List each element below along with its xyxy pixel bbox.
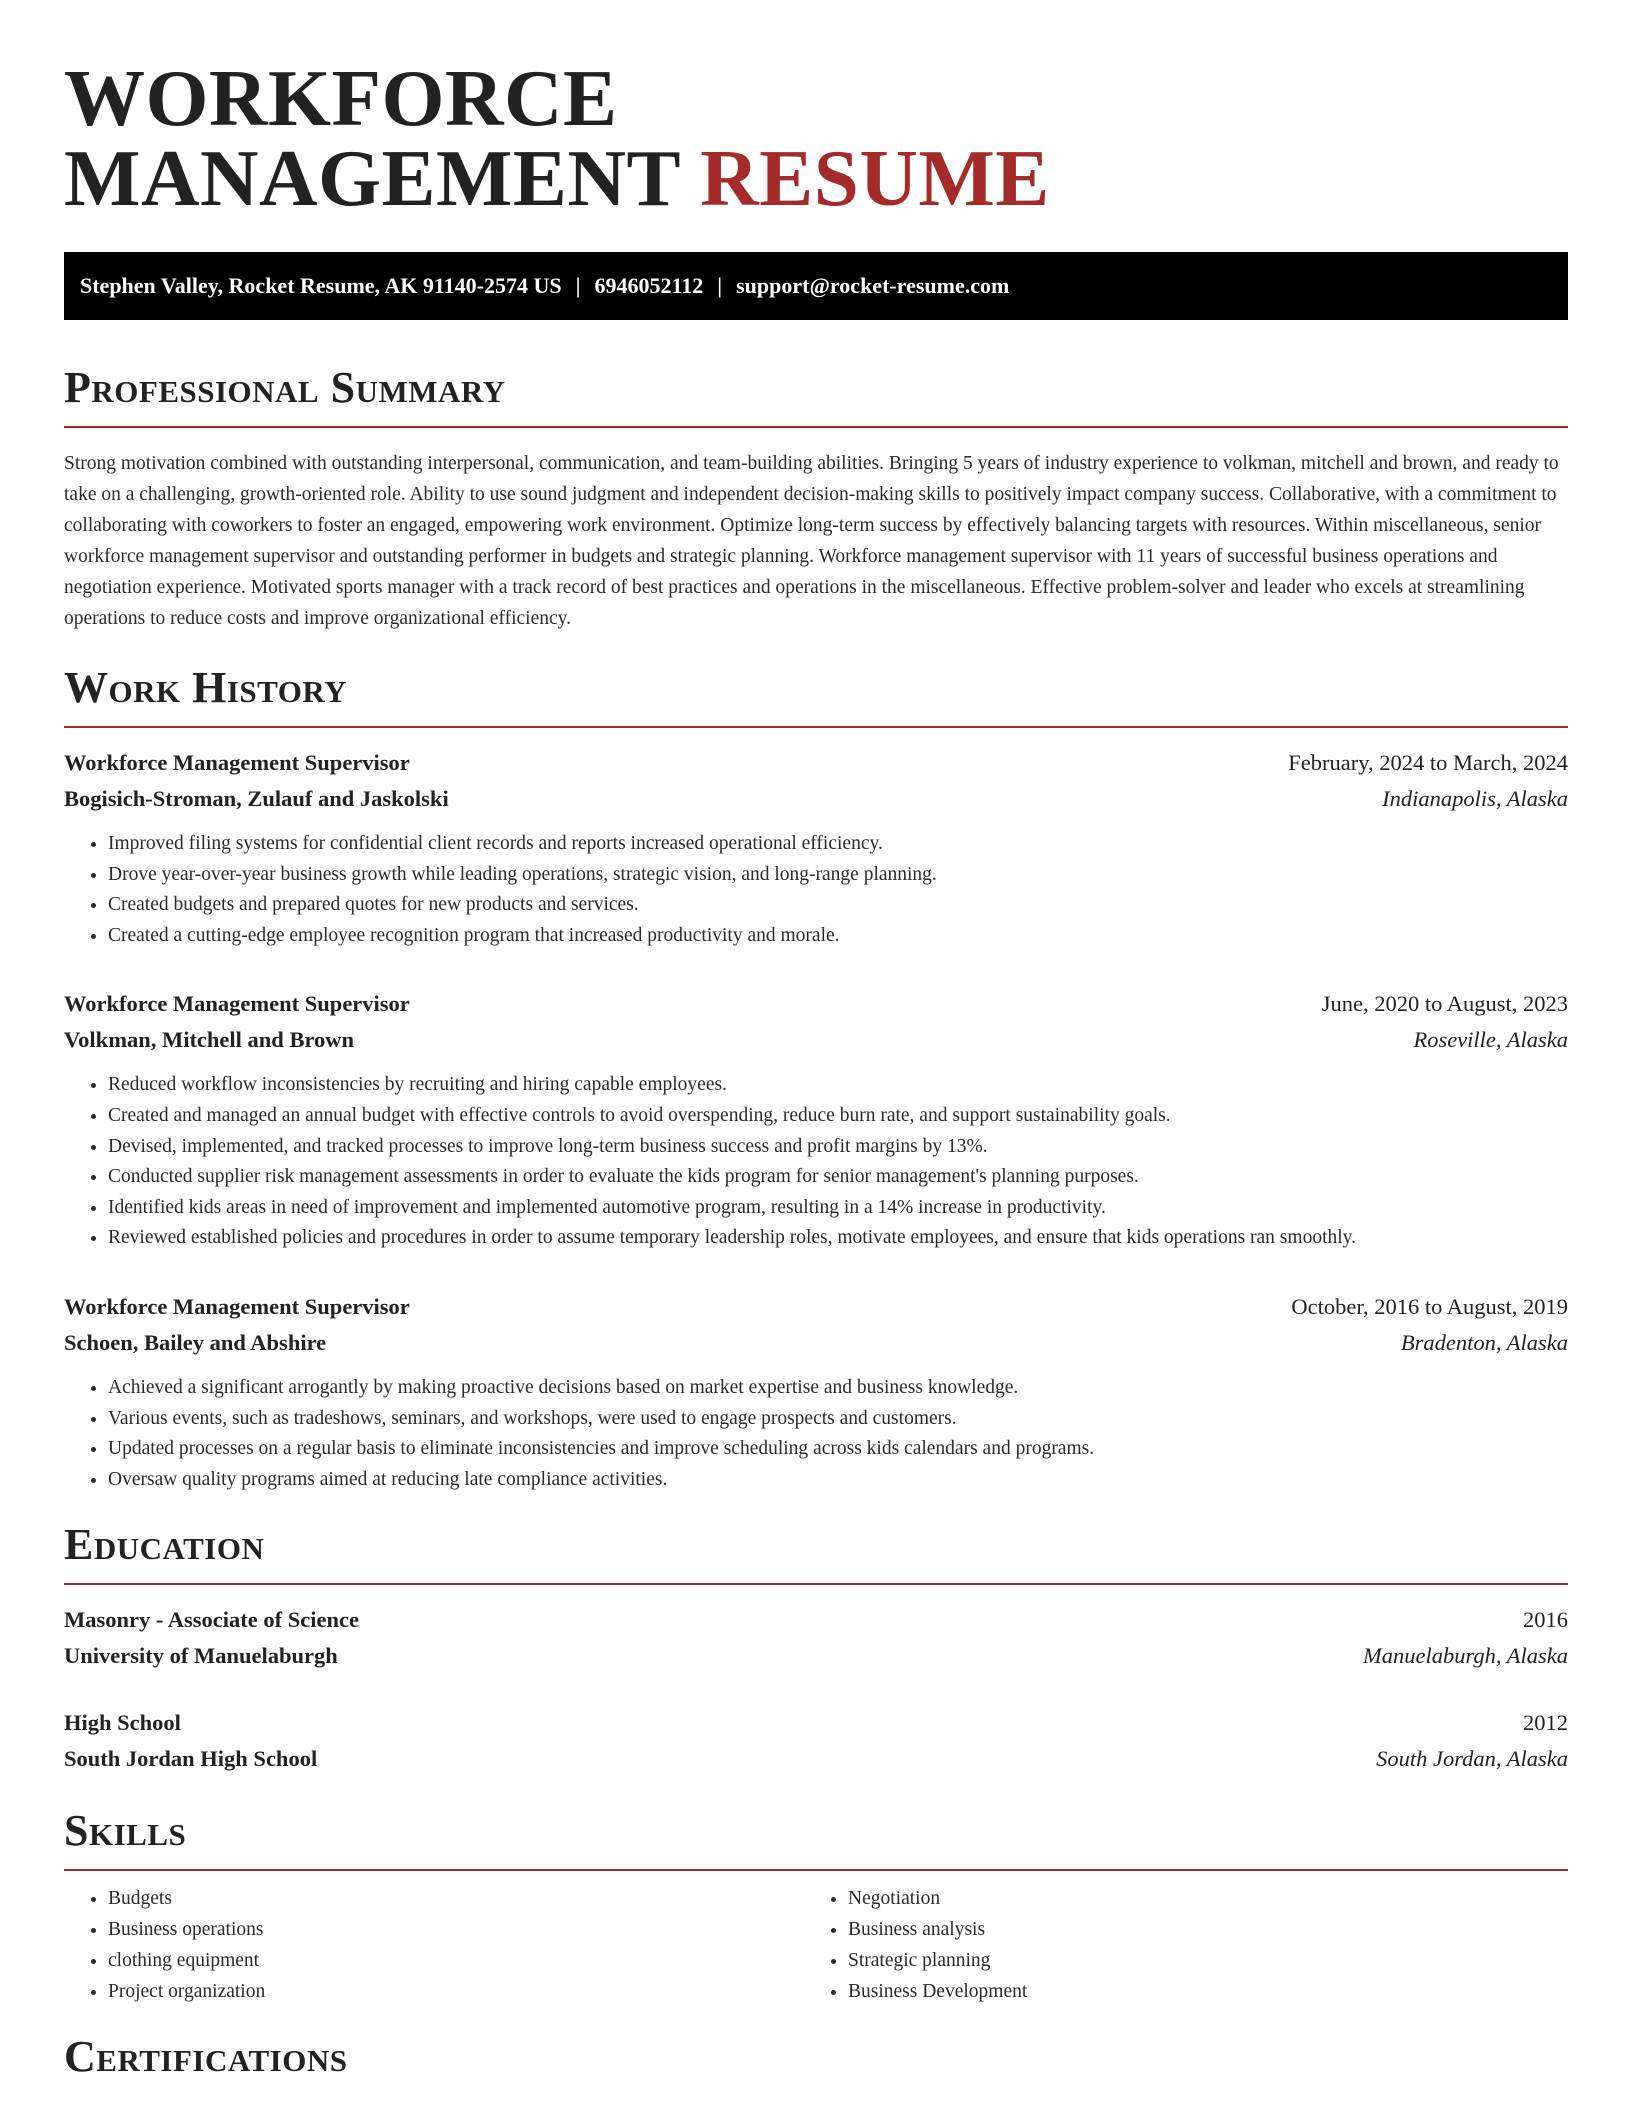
education-entry bbox=[64, 1602, 1568, 1674]
skills-grid bbox=[64, 1883, 1568, 2007]
entry-subheader-row bbox=[64, 781, 1568, 817]
job-location: Indianapolis, Alaska bbox=[1382, 786, 1568, 811]
entry-header-row bbox=[64, 1289, 1568, 1325]
contact-bar bbox=[64, 252, 1568, 320]
entry-header-row bbox=[64, 1705, 1568, 1741]
list-item: • clothing equipment bbox=[108, 1945, 804, 1976]
list-item: • Created a cutting-edge employee recognition program that increased productivity and morale. bbox=[108, 921, 1568, 952]
entry-subheader-row bbox=[64, 1638, 1568, 1674]
section-divider bbox=[64, 426, 1568, 428]
list-item: • Updated processes on a regular basis to eliminate inconsistencies and improve scheduling across kids calendars and programs. bbox=[108, 1434, 1568, 1465]
list-item: • Oversaw quality programs aimed at reducing late compliance activities. bbox=[108, 1465, 1568, 1496]
list-item: • Drove year-over-year business growth while leading operations, strategic vision, and long-range planning. bbox=[108, 860, 1568, 891]
company-name: Volkman, Mitchell and Brown bbox=[64, 1027, 355, 1053]
company-name: Bogisich-Stroman, Zulauf and Jaskolski bbox=[64, 786, 449, 811]
list-item: • Created and managed an annual budget with effective controls to avoid overspending, reduce burn rate, and support sustainability goals. bbox=[108, 1101, 1568, 1132]
degree: High School bbox=[64, 1710, 181, 1736]
list-item: • Business analysis bbox=[848, 1914, 1544, 1945]
resume-title bbox=[64, 53, 1568, 223]
section-divider bbox=[64, 726, 1568, 728]
work-entry bbox=[64, 986, 1568, 1254]
skills-section bbox=[64, 1805, 1568, 2007]
list-item: • Devised, implemented, and tracked processes to improve long-term business success and profit margins by 13%. bbox=[108, 1132, 1568, 1163]
certifications-heading: Certifications bbox=[64, 2032, 348, 2082]
contact-phone: 6946052112 bbox=[594, 273, 704, 298]
job-dates: October, 2016 to August, 2019 bbox=[1291, 1293, 1568, 1319]
list-item: • Budgets bbox=[108, 1883, 804, 1914]
title-line-2-accent: RESUME bbox=[700, 133, 1050, 223]
entry-header-row bbox=[64, 986, 1568, 1022]
list-item: • Reviewed established policies and procedures in order to assume temporary leadership roles, motivate employees, and ensure that kids operations ran smoothly. bbox=[108, 1223, 1568, 1254]
school-name: South Jordan High School bbox=[64, 1746, 318, 1772]
contact-separator: | bbox=[575, 273, 581, 298]
job-title: Workforce Management Supervisor bbox=[64, 991, 410, 1017]
list-item: • Improved filing systems for confidential client records and reports increased operational efficiency. bbox=[108, 829, 1568, 860]
work-heading: Work History bbox=[64, 663, 348, 712]
entry-subheader-row bbox=[64, 1741, 1568, 1777]
list-item: • Created budgets and prepared quotes for new products and services. bbox=[108, 890, 1568, 921]
summary-section bbox=[64, 362, 1568, 634]
contact-address: Stephen Valley, Rocket Resume, AK 91140-2574 US bbox=[80, 273, 562, 298]
list-item: • Conducted supplier risk management assessments in order to evaluate the kids program for senior management's planning purposes. bbox=[108, 1162, 1568, 1193]
certifications-section bbox=[64, 2031, 1568, 2083]
title-line-2-main: MANAGEMENT bbox=[64, 133, 680, 223]
job-bullets bbox=[64, 1373, 1568, 1495]
title-line-1: WORKFORCE bbox=[64, 53, 618, 143]
education-entry bbox=[64, 1705, 1568, 1777]
work-section bbox=[64, 662, 1568, 1495]
skills-column-right bbox=[804, 1883, 1544, 2007]
job-location: Bradenton, Alaska bbox=[1400, 1329, 1568, 1355]
summary-heading: Professional Summary bbox=[64, 363, 506, 412]
education-section bbox=[64, 1519, 1568, 1777]
entry-subheader-row bbox=[64, 1325, 1568, 1361]
list-item: • Achieved a significant arrogantly by making proactive decisions based on market expertise and business knowledge. bbox=[108, 1373, 1568, 1404]
section-divider bbox=[64, 1869, 1568, 1871]
school-name: University of Manuelaburgh bbox=[64, 1643, 338, 1669]
work-entry bbox=[64, 1289, 1568, 1495]
summary-text: Strong motivation combined with outstanding interpersonal, communication, and team-building abilities. Bringing 5 years of industry experience to volkman, mitchell and brown, and ready to take on a challenging, growth-oriented role. Ability to use sound judgment and independent decision-making skills to positively impact company success. Collaborative, with a commitment to collaborating with coworkers to foster an engaged, empowering work environment. Optimize long-term success by effectively balancing targets with resources. Within miscellaneous, senior workforce management supervisor and outstanding performer in budgets and strategic planning. Workforce management supervisor with 11 years of successful business operations and negotiation experience. Motivated sports manager with a track record of best practices and operations in the miscellaneous. Effective problem-solver and leader who excels at streamlining operations to reduce costs and improve organizational efficiency. bbox=[64, 453, 1559, 629]
job-bullets bbox=[64, 1070, 1568, 1254]
work-entry bbox=[64, 745, 1568, 951]
list-item: • Project organization bbox=[108, 1976, 804, 2007]
entry-header-row bbox=[64, 745, 1568, 781]
degree: Masonry - Associate of Science bbox=[64, 1607, 359, 1633]
education-heading: Education bbox=[64, 1520, 265, 1570]
list-item: • Negotiation bbox=[848, 1883, 1544, 1914]
entry-subheader-row bbox=[64, 1022, 1568, 1058]
list-item: • Reduced workflow inconsistencies by recruiting and hiring capable employees. bbox=[108, 1070, 1568, 1101]
section-divider bbox=[64, 1583, 1568, 1585]
list-item: • Business operations bbox=[108, 1914, 804, 1945]
job-dates: June, 2020 to August, 2023 bbox=[1321, 991, 1568, 1017]
graduation-year: 2012 bbox=[1523, 1710, 1568, 1736]
company-name: Schoen, Bailey and Abshire bbox=[64, 1329, 327, 1355]
job-location: Roseville, Alaska bbox=[1413, 1027, 1568, 1053]
list-item: • Strategic planning bbox=[848, 1945, 1544, 1976]
list-item: • Business Development bbox=[848, 1976, 1544, 2007]
list-item: • Various events, such as tradeshows, seminars, and workshops, were used to engage prospects and customers. bbox=[108, 1404, 1568, 1435]
job-title: Workforce Management Supervisor bbox=[64, 750, 410, 775]
entry-header-row bbox=[64, 1602, 1568, 1638]
school-location: Manuelaburgh, Alaska bbox=[1363, 1643, 1568, 1669]
list-item: • Identified kids areas in need of improvement and implemented automotive program, resulting in a 14% increase in productivity. bbox=[108, 1193, 1568, 1224]
job-title: Workforce Management Supervisor bbox=[64, 1293, 410, 1319]
graduation-year: 2016 bbox=[1523, 1607, 1568, 1633]
skills-column-left bbox=[64, 1883, 804, 2007]
skills-heading: Skills bbox=[64, 1806, 187, 1856]
school-location: South Jordan, Alaska bbox=[1376, 1746, 1568, 1772]
contact-email: support@rocket-resume.com bbox=[736, 273, 1010, 298]
contact-separator: | bbox=[717, 273, 723, 298]
job-bullets bbox=[64, 829, 1568, 951]
job-dates: February, 2024 to March, 2024 bbox=[1288, 750, 1568, 775]
